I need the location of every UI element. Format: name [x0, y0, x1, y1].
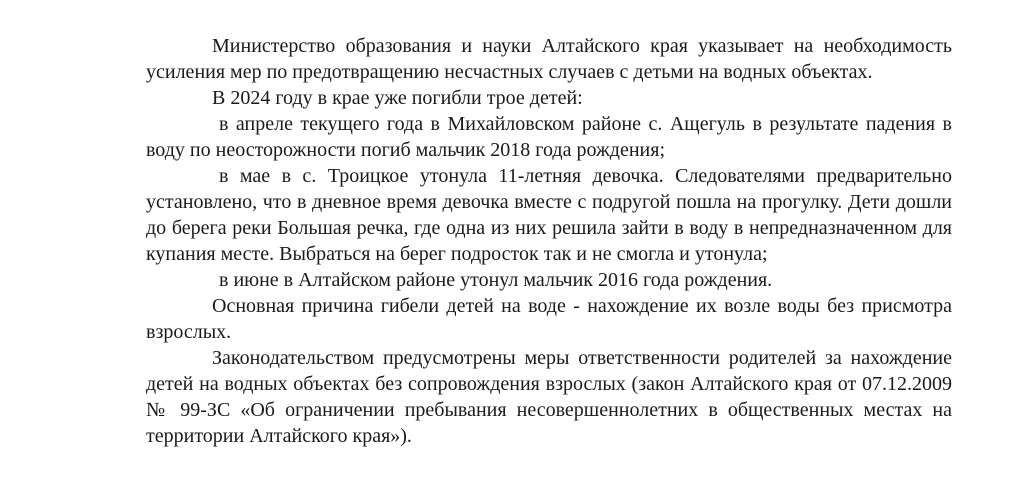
paragraph-legislation: Законодательством предусмотрены меры ответственности родителей за нахождение детей на водных объектах без сопровождения взрослых (закон Алтайского края от 07.12.2009 № 99-ЗС «Об ограничении пребывания несовершеннолетних в общественных местах на территории Алтайского края»).	[146, 347, 952, 447]
paragraph-deaths-2024: В 2024 году в крае уже погибли трое детей:	[212, 87, 583, 109]
paragraph-june-case: в июне в Алтайском районе утонул мальчик 2016 года рождения.	[219, 269, 773, 291]
paragraph-april-case: в апреле текущего года в Михайловском районе с. Ащегуль в результате падения в воду по неосторожности погиб мальчик 2018 года рождения;	[146, 113, 952, 161]
paragraph-intro: Министерство образования и науки Алтайского края указывает на необходимость усиления мер по предотвращению несчастных случаев с детьми на водных объектах.	[146, 35, 952, 83]
paragraph-main-cause: Основная причина гибели детей на воде - нахождение их возле воды без присмотра взрослых.	[146, 295, 952, 343]
document-body	[146, 33, 952, 449]
paragraph-may-case: в мае в с. Троицкое утонула 11-летняя девочка. Следователями предварительно установлено, что в дневное время девочка вместе с подругой пошла на прогулку. Дети дошли до берега реки Большая речка, где одна из них решила зайти в воду в непредназначенном для купания месте. Выбраться на берег подросток так и не смогла и утонула;	[146, 165, 952, 265]
